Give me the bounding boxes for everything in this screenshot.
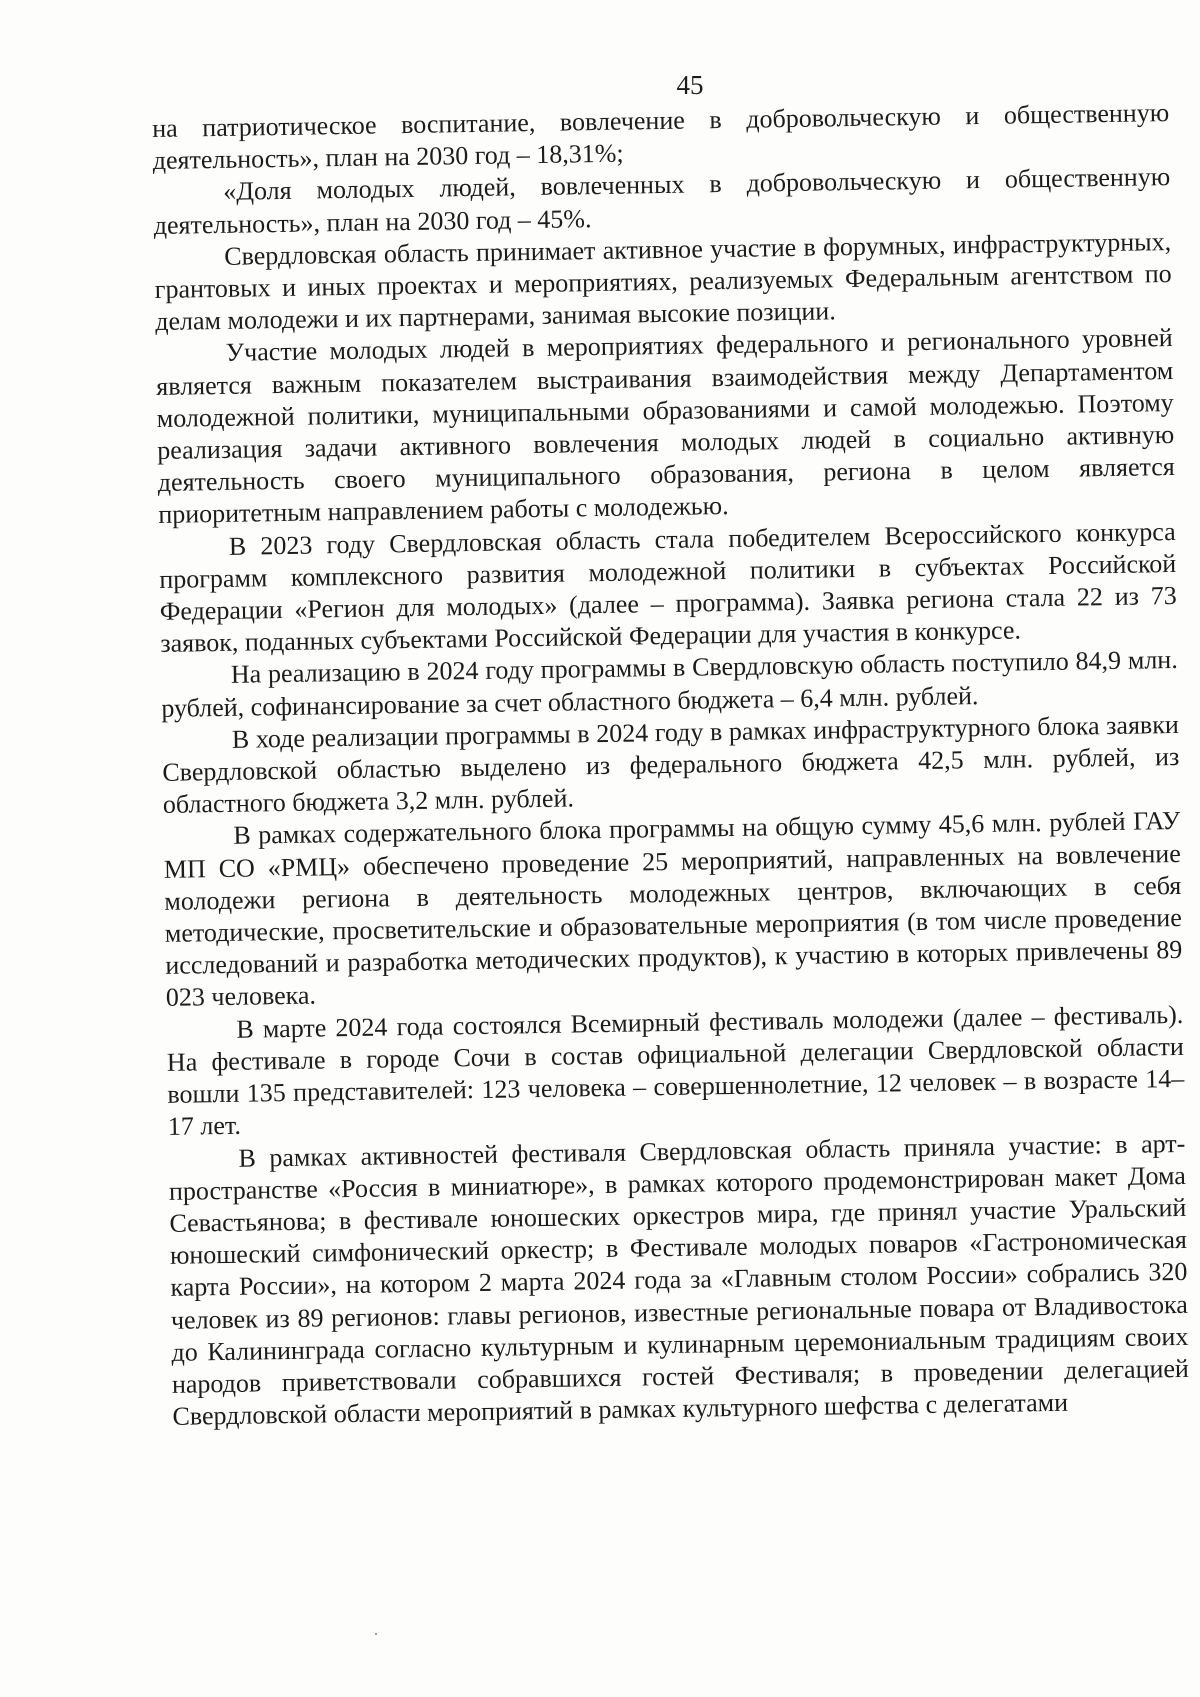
paragraph: Участие молодых людей в мероприятиях федерального и регионального уровней является важным показателем выстраивания взаимодействия между Департаментом молодежной политики, муниципальными образованиями и самой молодежью. Поэтому реализация задачи активного вовлечения молодых людей в социально активную деятельность своего муниципального образования, региона в целом является приоритетным направлением работы с молодежью.	[156, 323, 1175, 530]
paragraph: В 2023 году Свердловская область стала победителем Всероссийского конкурса программ комплексного развития молодежной политики в субъектах Российской Федерации «Регион для молодых» (далее – программа). Заявка региона стала 22 из 73 заявок, поданных субъектами Российской Федерации для участия в конкурсе.	[159, 516, 1177, 659]
paragraph: на патриотическое воспитание, вовлечение в добровольческую и общественную деятельность», план на 2030 год – 18,31%;	[152, 98, 1170, 176]
paragraph: На реализацию в 2024 году программы в Свердловскую область поступило 84,9 млн. рублей, софинансирование за счет областного бюджета – 6,4 млн. рублей.	[161, 645, 1178, 723]
paragraph: В рамках активностей фестиваля Свердловская область приняла участие: в арт-пространстве «Россия в миниатюре», в рамках которого продемонстрирован макет Дома Севастьянова; в фестивале юношеских оркестров мира, где принял участие Уральский юношеский симфонический оркестр; в Фестивале молодых поваров «Гастрономическая карта России», на котором 2 марта 2024 года за «Главным столом России» собрались 320 человек из 89 регионов: главы регионов, известные региональные повара от Владивостока до Калининграда согласно культурным и кулинарным церемониальным традициям своих народов приветствовали собравшихся гостей Фестиваля; в проведении делегацией Свердловской области мероприятий в рамках культурного шефства с делегатами	[168, 1128, 1190, 1431]
paragraph: «Доля молодых людей, вовлеченных в добровольческую и общественную деятельность», план на 2030 год – 45%.	[153, 162, 1171, 240]
scan-speck	[375, 1633, 377, 1635]
document-body	[152, 97, 1190, 1433]
paragraph: В ходе реализации программы в 2024 году в рамках инфраструктурного блока заявки Свердловской областью выделено из федерального бюджета 42,5 млн. рублей, из областного бюджета 3,2 млн. рублей.	[162, 709, 1180, 820]
page-number: 45	[676, 70, 704, 100]
paragraph: В марте 2024 года состоялся Всемирный фестиваль молодежи (далее – фестиваль). На фестивале в городе Сочи в состав официальной делегации Свердловской области вошли 135 представителей: 123 человека – совершеннолетние, 12 человек – в возрасте 14–17 лет.	[166, 999, 1185, 1142]
paragraph: Свердловская область принимает активное участие в форумных, инфраструктурных, грантовых и иных проектах и мероприятиях, реализуемых Федеральным агентством по делам молодежи и их партнерами, занимая высокие позиции.	[154, 226, 1172, 337]
paragraph: В рамках содержательного блока программы на общую сумму 45,6 млн. рублей ГАУ МП СО «РМЦ» обеспечено проведение 25 мероприятий, направленных на вовлечение молодежи региона в деятельность молодежных центров, включающих в себя методические, просветительские и образовательные мероприятия (в том числе проведение исследований и разработка методических продуктов), к участию в которых привлечены 89 023 человека.	[163, 806, 1183, 1013]
